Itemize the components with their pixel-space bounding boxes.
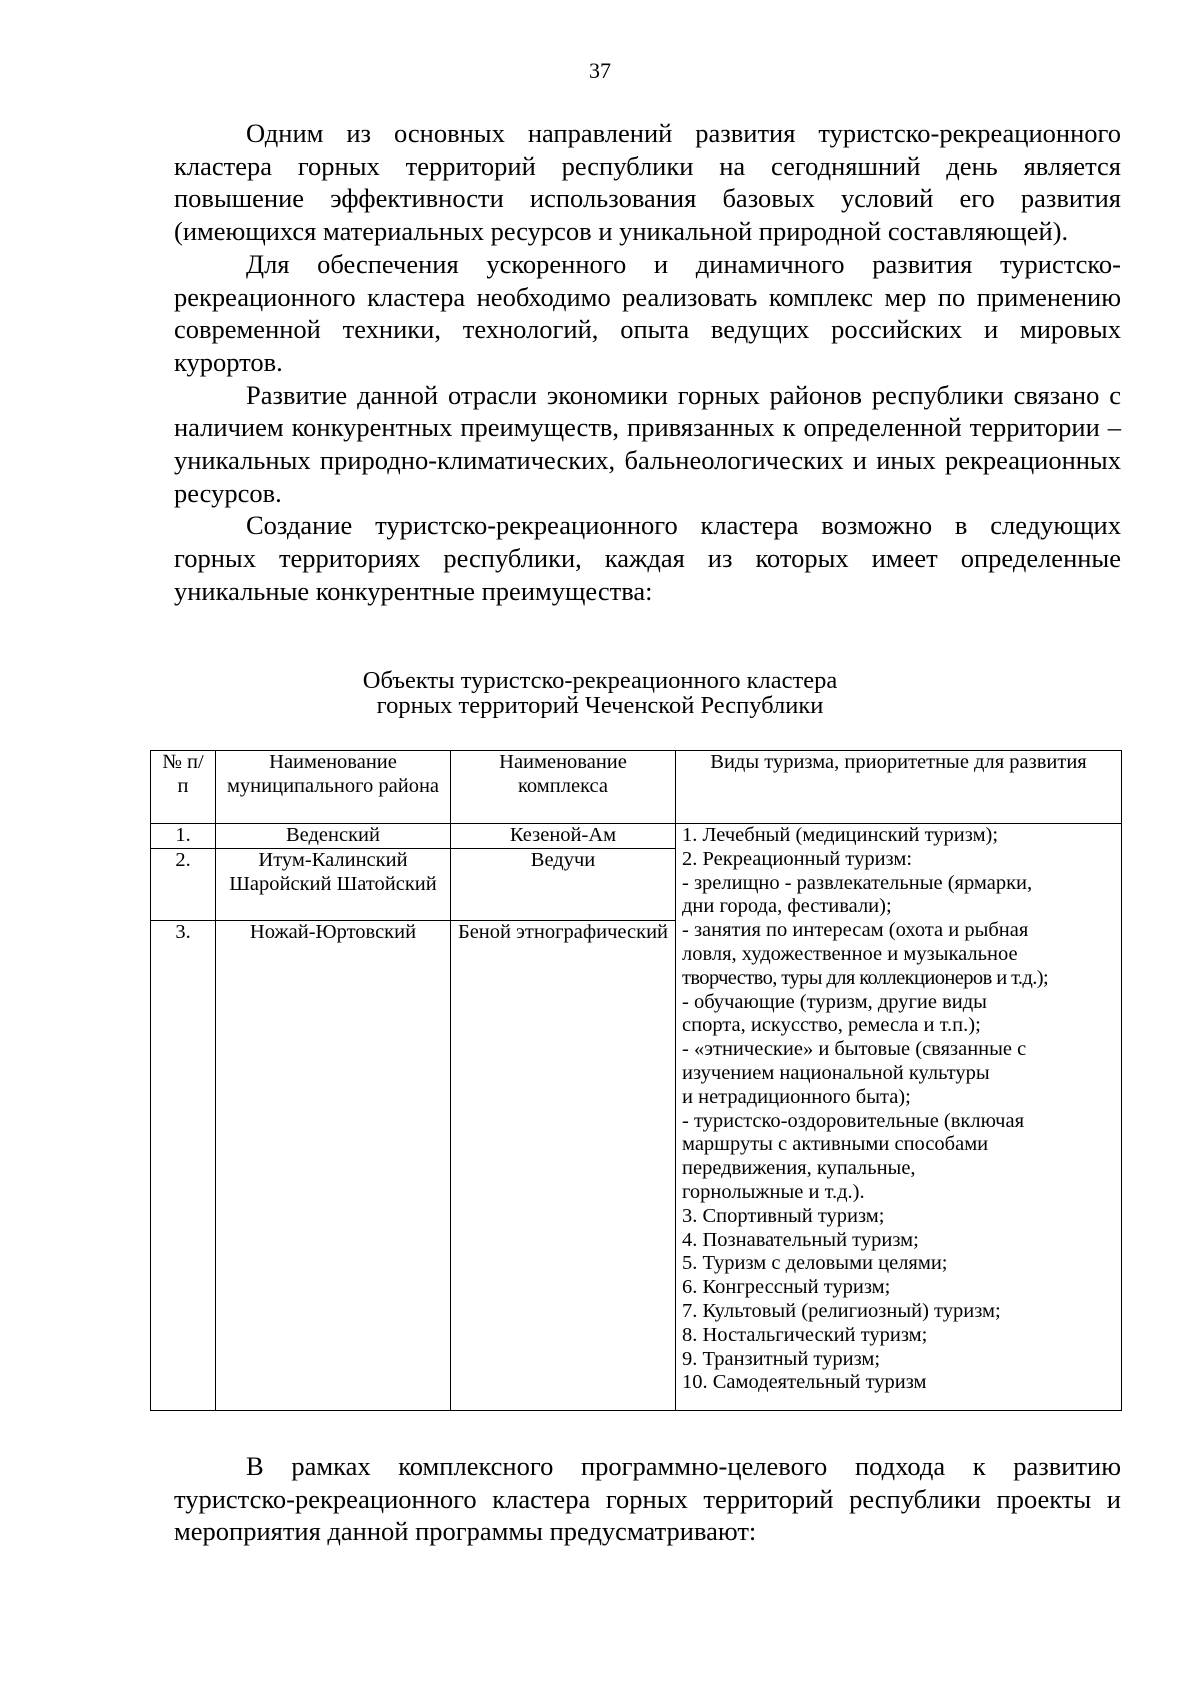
row-district: Ножай-Юртовский <box>216 920 451 1410</box>
objects-table <box>150 750 1122 1411</box>
page-number: 37 <box>589 58 611 83</box>
list-item: - обучающие (туризм, другие виды <box>682 990 987 1013</box>
list-item: 1. Лечебный (медицинский туризм); <box>682 824 999 846</box>
header-types: Виды туризма, приоритетные для развития <box>676 751 1122 824</box>
row-num: 2. <box>151 848 216 920</box>
header-num: № п/п <box>151 751 216 824</box>
list-item: изучением национальной культуры <box>682 1061 990 1084</box>
list-item: 3. Спортивный туризм; <box>682 1204 885 1227</box>
row-complex: Ведучи <box>451 848 676 920</box>
list-item: 9. Транзитный туризм; <box>682 1347 881 1370</box>
table-title-line: горных территорий Чеченской Республики <box>376 692 824 719</box>
tourism-types-list <box>682 824 1115 1395</box>
row-complex: Кезеной-Ам <box>451 824 676 849</box>
list-item: творчество, туры для коллекционеров и т.д.); <box>682 966 1049 989</box>
list-item: 7. Культовый (религиозный) туризм; <box>682 1299 1001 1322</box>
list-item: передвижения, купальные, <box>682 1157 916 1180</box>
header-complex: Наименование комплекса <box>451 751 676 824</box>
row-district: Итум-Калинский Шаройский Шатойский <box>216 848 451 920</box>
row-num: 1. <box>151 824 216 849</box>
paragraph: Одним из основных направлений развития туристско-рекреационного кластера горных территорий республики на сегодняшний день является повышение эффективности использования базовых условий его развития (имеющихся материальных ресурсов и уникальной природной составляющей). <box>174 118 1121 247</box>
list-item: 8. Ностальгический туризм; <box>682 1323 928 1346</box>
table-row <box>151 824 1122 849</box>
list-item: - туристско-оздоровительные (включая <box>682 1109 1024 1132</box>
list-item: - занятия по интересам (охота и рыбная <box>682 919 1029 942</box>
list-item: 10. Самодеятельный туризм <box>682 1371 927 1394</box>
paragraph: Развитие данной отрасли экономики горных районов республики связано с наличием конкурентных преимуществ, привязанных к определенной территории – уникальных природно-климатических, бальнеологических и иных рекреационных ресурсов. <box>174 379 1121 508</box>
list-item: дни города, фестивали); <box>682 895 892 918</box>
list-item: - «этнические» и бытовые (связанные с <box>682 1038 1027 1061</box>
table-header-row <box>151 751 1122 824</box>
row-num: 3. <box>151 920 216 1410</box>
list-item: маршруты с активными способами <box>682 1133 989 1156</box>
list-item: горнолыжные и т.д.). <box>682 1180 865 1203</box>
closing-text <box>174 1450 1121 1548</box>
table-title-line: Объекты туристско-рекреационного кластера <box>362 667 838 694</box>
row-district: Веденский <box>216 824 451 849</box>
list-item: и нетрадиционного быта); <box>682 1085 911 1108</box>
list-item: 6. Конгрессный туризм; <box>682 1276 891 1299</box>
list-item: ловля, художественное и музыкальное <box>682 942 1018 965</box>
paragraph: Создание туристско-рекреационного кластера возможно в следующих горных территориях республики, каждая из которых имеет определенные уникальные конкурентные преимущества: <box>174 510 1121 606</box>
list-item: 4. Познавательный туризм; <box>682 1228 919 1251</box>
header-district: Наименование муниципального района <box>216 751 451 824</box>
row-complex: Беной этнографический <box>451 920 676 1410</box>
table-title <box>0 668 1200 718</box>
paragraph: В рамках комплексного программно-целевого подхода к развитию туристско-рекреационного кластера горных территорий республики проекты и мероприятия данной программы предусматривают: <box>174 1451 1121 1547</box>
list-item: - зрелищно - развлекательные (ярмарки, <box>682 871 1033 894</box>
tourism-types-cell <box>676 824 1122 1411</box>
list-item: 2. Рекреационный туризм: <box>682 847 913 870</box>
paragraph: Для обеспечения ускоренного и динамичного развития туристско-рекреационного кластера необходимо реализовать комплекс мер по применению современной техники, технологий, опыта ведущих российских и мировых курортов. <box>174 248 1121 377</box>
list-item: 5. Туризм с деловыми целями; <box>682 1252 948 1275</box>
body-text <box>174 117 1121 608</box>
list-item: спорта, искусство, ремесла и т.п.); <box>682 1014 981 1037</box>
